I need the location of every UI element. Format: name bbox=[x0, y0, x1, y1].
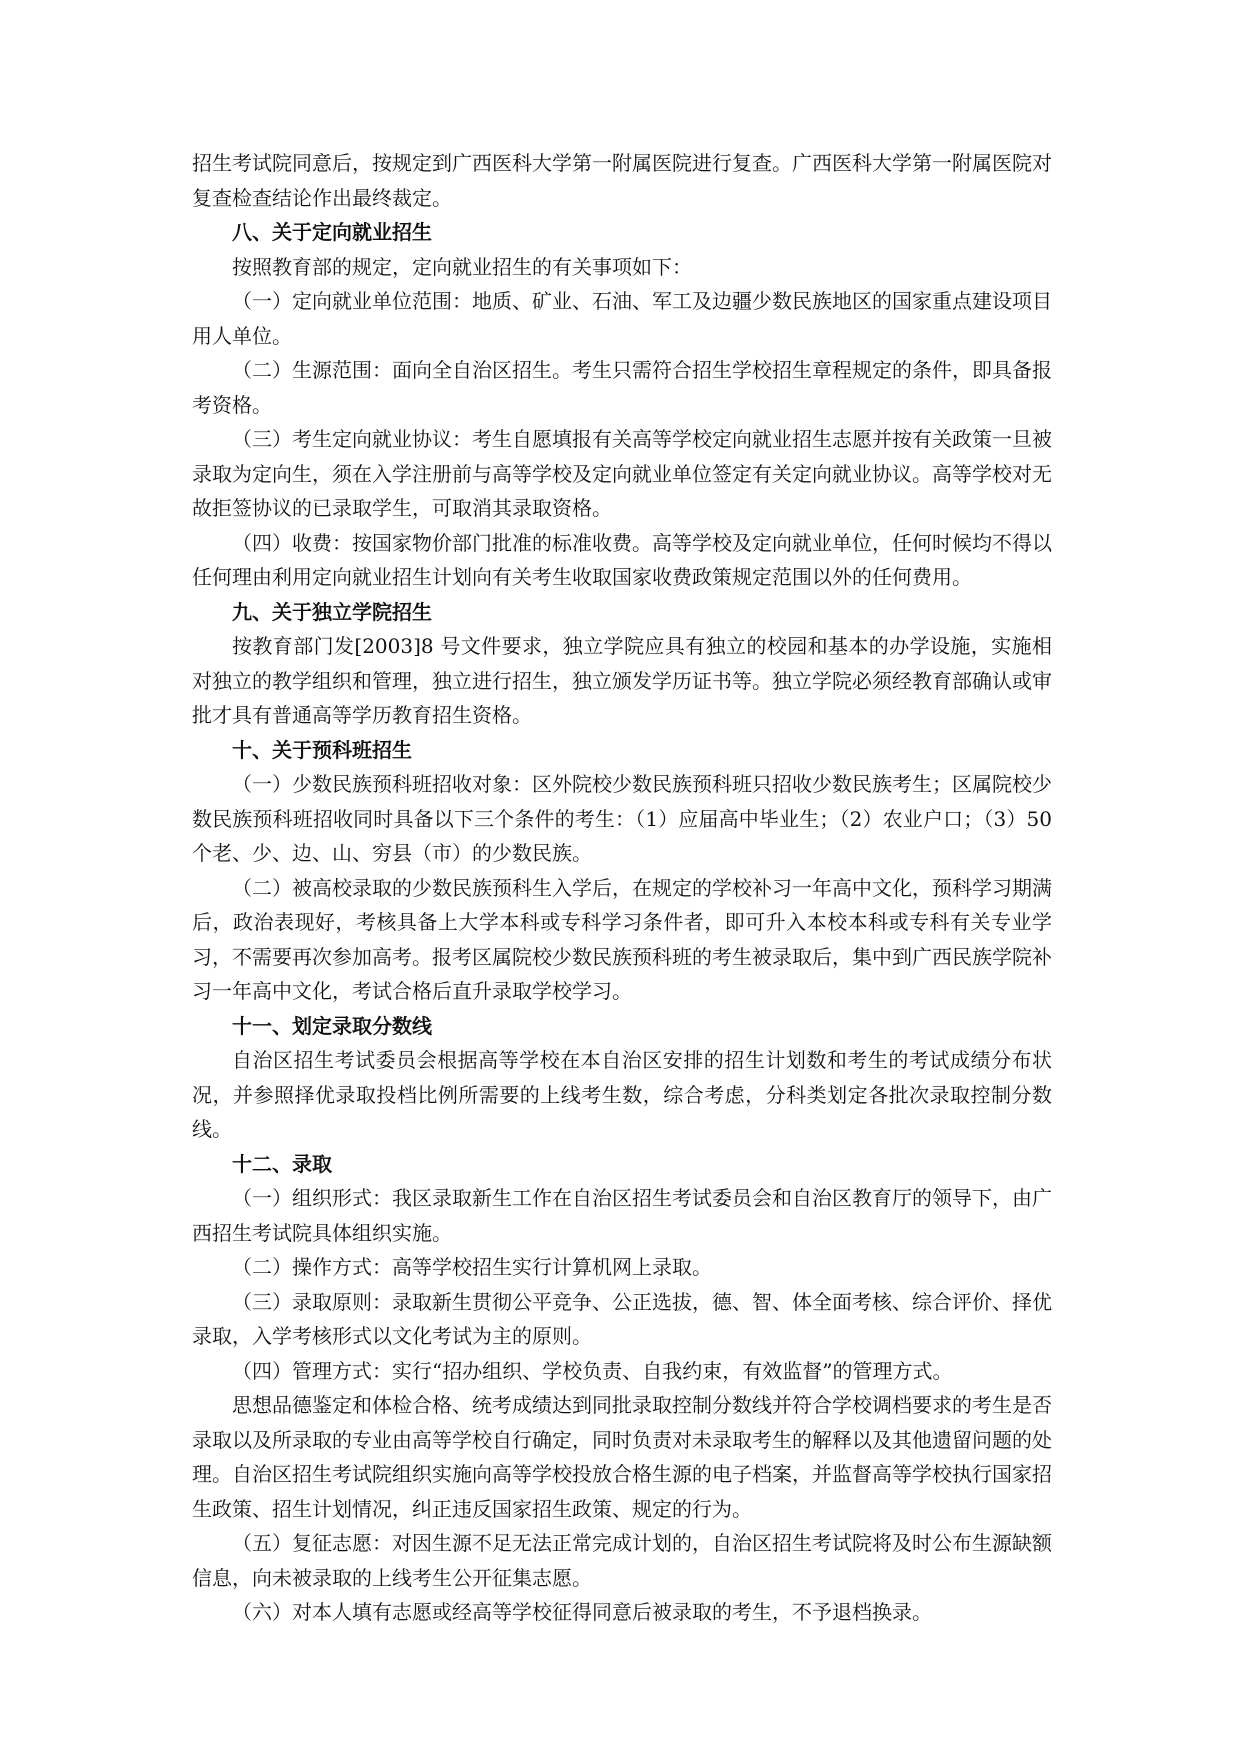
document-page bbox=[192, 146, 1052, 1630]
section-8-item-2: （二）生源范围：面向全自治区招生。考生只需符合招生学校招生章程规定的条件，即具备报考资格。 bbox=[192, 358, 1052, 417]
section-8-item-1: （一）定向就业单位范围：地质、矿业、石油、军工及边疆少数民族地区的国家重点建设项目用人单位。 bbox=[192, 289, 1052, 348]
section-8-item-4: （四）收费：按国家物价部门批准的标准收费。高等学校及定向就业单位，任何时候均不得以任何理由利用定向就业招生计划向有关考生收取国家收费政策规定范围以外的任何费用。 bbox=[192, 530, 1052, 589]
section-12-item-1: （一）组织形式：我区录取新生工作在自治区招生考试委员会和自治区教育厅的领导下，由广西招生考试院具体组织实施。 bbox=[192, 1186, 1052, 1245]
section-10-heading: 十、关于预科班招生 bbox=[232, 737, 412, 762]
section-10-item-2: （二）被高校录取的少数民族预科生入学后，在规定的学校补习一年高中文化，预科学习期满后，政治表现好，考核具备上大学本科或专科学习条件者，即可升入本校本科或专科有关专业学习，不需要再次参加高考。报考区属院校少数民族预科班的考生被录取后，集中到广西民族学院补习一年高中文化，考试合格后直升录取学校学习。 bbox=[192, 875, 1052, 1003]
section-10-item-1: （一）少数民族预科班招收对象：区外院校少数民族预科班只招收少数民族考生；区属院校少数民族预科班招收同时具备以下三个条件的考生：（1）应届高中毕业生；（2）农业户口；（3）50 个老、少、边、山、穷县（市）的少数民族。 bbox=[192, 772, 1052, 865]
section-8-item-3: （三）考生定向就业协议：考生自愿填报有关高等学校定向就业招生志愿并按有关政策一旦被录取为定向生，须在入学注册前与高等学校及定向就业单位签定有关定向就业协议。高等学校对无故拒签协议的已录取学生，可取消其录取资格。 bbox=[192, 427, 1052, 520]
section-12-item-4-detail: 思想品德鉴定和体检合格、统考成绩达到同批录取控制分数线并符合学校调档要求的考生是否录取以及所录取的专业由高等学校自行确定，同时负责对未录取考生的解释以及其他遗留问题的处理。自治区招生考试院组织实施向高等学校投放合格生源的电子档案，并监督高等学校执行国家招生政策、招生计划情况，纠正违反国家招生政策、规定的行为。 bbox=[192, 1393, 1052, 1521]
section-9-body: 按教育部门发[2003]8 号文件要求，独立学院应具有独立的校园和基本的办学设施，实施相对独立的教学组织和管理，独立进行招生，独立颁发学历证书等。独立学院必须经教育部确认或审批才具有普通高等学历教育招生资格。 bbox=[192, 634, 1052, 727]
section-9-heading: 九、关于独立学院招生 bbox=[232, 599, 432, 624]
paragraph-intro: 招生考试院同意后，按规定到广西医科大学第一附属医院进行复查。广西医科大学第一附属医院对复查检查结论作出最终裁定。 bbox=[192, 151, 1052, 210]
section-11-heading: 十一、划定录取分数线 bbox=[232, 1013, 432, 1038]
section-12-item-4: （四）管理方式：实行“招办组织、学校负责、自我约束，有效监督”的管理方式。 bbox=[232, 1358, 953, 1383]
section-8-lead: 按照教育部的规定，定向就业招生的有关事项如下： bbox=[232, 254, 692, 279]
section-12-item-5: （五）复征志愿：对因生源不足无法正常完成计划的，自治区招生考试院将及时公布生源缺额信息，向未被录取的上线考生公开征集志愿。 bbox=[192, 1531, 1052, 1590]
section-8-heading: 八、关于定向就业招生 bbox=[232, 220, 432, 244]
section-12-item-6: （六）对本人填有志愿或经高等学校征得同意后被录取的考生，不予退档换录。 bbox=[232, 1600, 932, 1624]
section-12-item-3: （三）录取原则：录取新生贯彻公平竞争、公正选拔，德、智、体全面考核、综合评价、择优录取，入学考核形式以文化考试为主的原则。 bbox=[192, 1289, 1052, 1348]
section-11-body: 自治区招生考试委员会根据高等学校在本自治区安排的招生计划数和考生的考试成绩分布状况，并参照择优录取投档比例所需要的上线考生数，综合考虑，分科类划定各批次录取控制分数线。 bbox=[192, 1048, 1052, 1141]
section-12-item-2: （二）操作方式：高等学校招生实行计算机网上录取。 bbox=[232, 1255, 712, 1279]
section-12-heading: 十二、录取 bbox=[232, 1151, 332, 1176]
